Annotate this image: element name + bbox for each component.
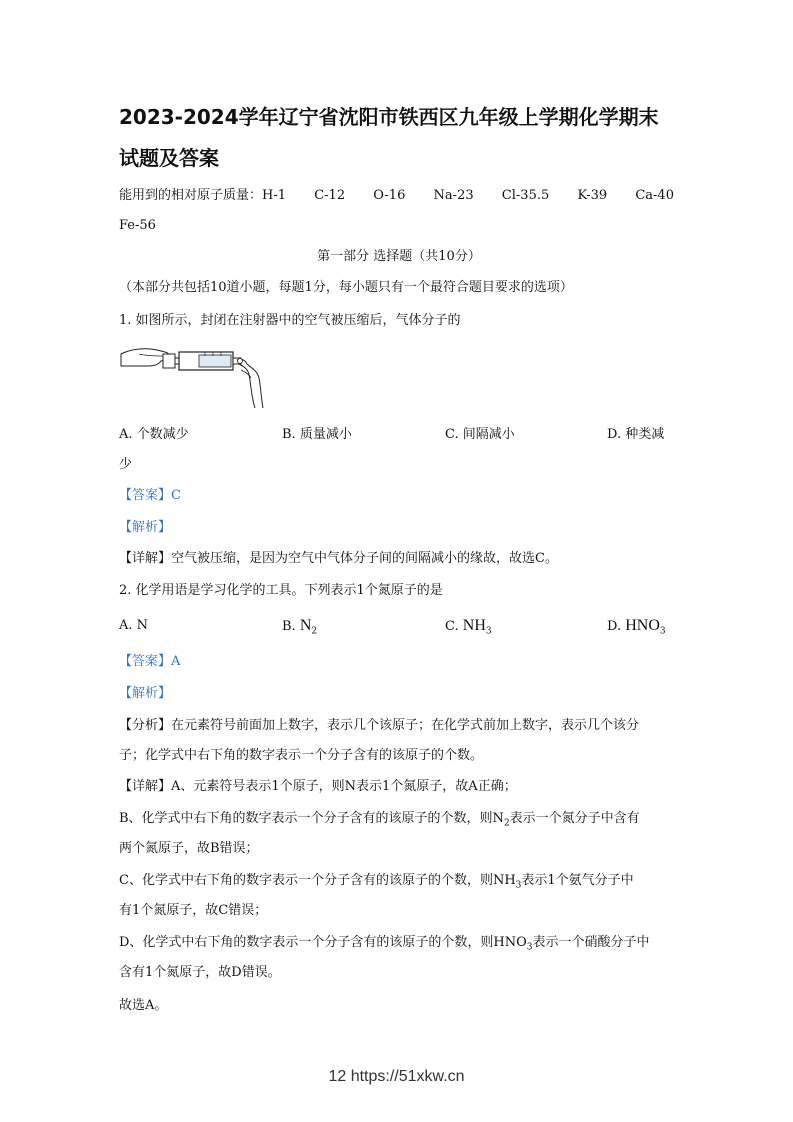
atomic-mass-overflow: Fe-56 <box>119 218 156 233</box>
q1-analysis-tag: 【解析】 <box>119 520 172 535</box>
q2-option-b <box>282 615 317 643</box>
q2-answer <box>119 652 679 672</box>
doc-title-line1: 2023-2024学年辽宁省沈阳市铁西区九年级上学期化学期末 <box>119 105 659 129</box>
q2-option-c <box>445 615 492 643</box>
q2-detail-b-sub: 2 <box>503 818 510 829</box>
q2-option-b-formula: N <box>299 617 312 634</box>
doc-title-line2: 试题及答案 <box>119 146 219 170</box>
atomic-mass-item: C-12 <box>314 188 346 203</box>
atomic-mass-item: O-16 <box>373 188 406 203</box>
q2-option-d <box>607 615 666 643</box>
q1-options <box>119 424 679 446</box>
q2-option-c-label: C. <box>445 619 459 634</box>
q2-detail-c-line1 <box>119 871 679 896</box>
q1-option-d: D. 种类减 <box>607 427 665 442</box>
atomic-mass-item: Na-23 <box>433 188 474 203</box>
q1-answer-text: 【答案】C <box>119 488 181 503</box>
q1-option-a: A. 个数减少 <box>119 427 189 442</box>
q2-detail-b-text-post: 表示一个氮分子中含有 <box>509 811 640 826</box>
q2-detail-b-line2: 两个氮原子，故B错误； <box>119 841 259 856</box>
atomic-mass-item: Ca-40 <box>635 188 674 203</box>
section-heading: 第一部分 选择题（共10分） <box>317 249 481 264</box>
section-note: （本部分共包括10道小题，每题1分，每小题只有一个最符合题目要求的选项） <box>119 280 573 295</box>
q2-fenxi-line1: 【分析】在元素符号前面加上数字，表示几个该原子；在化学式前加上数字，表示几个该分 <box>119 718 640 733</box>
q2-option-b-label: B. <box>282 619 296 634</box>
q2-detail-a: 【详解】A、元素符号表示1个原子，则N表示1个氮原子，故A正确； <box>119 779 517 794</box>
atomic-mass-item: Cl-35.5 <box>501 188 550 203</box>
q2-detail-d-text-post: 表示一个硝酸分子中 <box>532 935 650 950</box>
q2-option-c-formula: NH <box>462 617 486 634</box>
q2-answer-text: 【答案】A <box>119 654 181 669</box>
atomic-mass-item: K-39 <box>577 188 608 203</box>
q1-stem: 1. 如图所示，封闭在注射器中的空气被压缩后，气体分子的 <box>119 313 461 328</box>
q2-detail-c-sub: 3 <box>515 880 522 891</box>
q2-detail-c-text: C、化学式中右下角的数字表示一个分子含有的该原子的个数，则NH <box>119 873 516 888</box>
q2-option-d-formula: HNO <box>625 617 660 634</box>
q2-conclusion: 故选A。 <box>119 998 168 1013</box>
q1-option-wrap: 少 <box>119 457 133 472</box>
q2-option-d-label: D. <box>607 619 622 634</box>
q1-answer <box>119 486 679 506</box>
q2-option-a: A. N <box>119 618 149 633</box>
q1-option-b: B. 质量减小 <box>282 427 352 442</box>
page-footer: 12 https://51xkw.cn <box>328 1068 465 1085</box>
q2-options <box>119 615 679 637</box>
q2-detail-b-line1 <box>119 809 679 834</box>
q2-option-b-sub: 2 <box>311 626 318 637</box>
q2-detail-d-line1 <box>119 933 679 958</box>
atomic-mass-row <box>119 186 674 206</box>
atomic-mass-label: 能用到的相对原子质量：H-1 <box>119 188 287 203</box>
q2-detail-c-line2: 有1个氮原子，故C错误； <box>119 903 268 918</box>
q1-option-c: C. 间隔减小 <box>445 427 515 442</box>
q2-detail-c-text-post: 表示1个氨气分子中 <box>521 873 634 888</box>
q2-option-c-sub: 3 <box>485 626 492 637</box>
q2-fenxi-line2: 子；化学式中右下角的数字表示一个分子含有的该原子的个数。 <box>119 748 484 763</box>
q2-detail-b-text: B、化学式中右下角的数字表示一个分子含有的该原子的个数，则N <box>119 811 504 826</box>
q2-option-d-sub: 3 <box>659 626 666 637</box>
syringe-figure <box>119 344 269 410</box>
q2-detail-d-sub: 3 <box>526 942 533 953</box>
q2-analysis-tag: 【解析】 <box>119 686 172 701</box>
q2-detail-d-line2: 含有1个氮原子，故D错误。 <box>119 965 281 980</box>
q2-stem: 2. 化学用语是学习化学的工具。下列表示1个氮原子的是 <box>119 583 443 598</box>
q2-detail-d-text: D、化学式中右下角的数字表示一个分子含有的该原子的个数，则HNO <box>119 935 527 950</box>
q1-detail: 【详解】空气被压缩，是因为空气中气体分子间的间隔减小的缘故，故选C。 <box>119 551 558 566</box>
